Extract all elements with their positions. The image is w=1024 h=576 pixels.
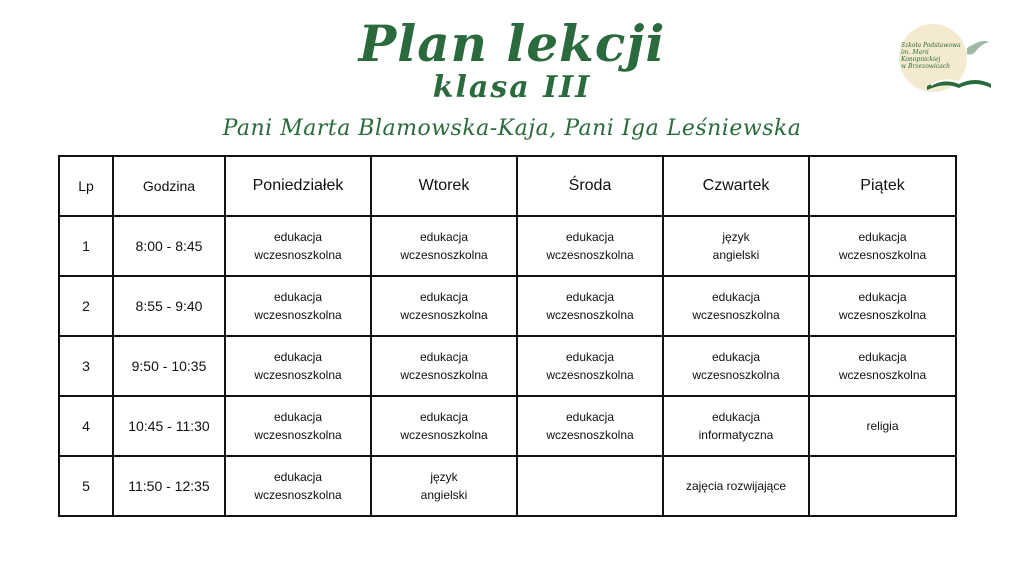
- subject-line: wczesnoszkolna: [254, 368, 342, 382]
- subject-cell: [225, 336, 371, 396]
- logo-line-2: im. Marii Konopnickiej: [901, 49, 941, 63]
- subject-cell: [371, 276, 517, 336]
- subject-line: edukacja: [711, 290, 761, 304]
- subject-line: edukacja: [565, 230, 615, 244]
- lesson-number: 3: [59, 336, 113, 396]
- subject-cell: [225, 396, 371, 456]
- subject-line: wczesnoszkolna: [546, 368, 634, 382]
- subject-line: wczesnoszkolna: [400, 428, 488, 442]
- subject-cell: [517, 336, 663, 396]
- class-subtitle: klasa III: [432, 70, 592, 105]
- subject-line: wczesnoszkolna: [838, 368, 927, 382]
- header-friday: Piątek: [809, 156, 956, 216]
- subject-line: angielski: [420, 488, 468, 502]
- subject-cell: [371, 216, 517, 276]
- subject-line: wczesnoszkolna: [692, 368, 780, 382]
- subject-line: wczesnoszkolna: [254, 308, 342, 322]
- header-row: [59, 156, 956, 216]
- subject-line: edukacja: [273, 350, 323, 364]
- lesson-number: 2: [59, 276, 113, 336]
- subject-cell: [517, 396, 663, 456]
- subject-cell: [225, 216, 371, 276]
- table-row: [59, 336, 956, 396]
- subject-cell: [809, 456, 956, 516]
- logo-text: [901, 42, 969, 70]
- subject-line: wczesnoszkolna: [254, 488, 342, 502]
- subject-cell: [663, 216, 809, 276]
- subject-line: edukacja: [565, 350, 615, 364]
- schedule-table: [58, 155, 957, 517]
- teachers-line: Pani Marta Blamowska-Kaja, Pani Iga Leśniewska: [222, 116, 802, 141]
- subject-line: edukacja: [565, 410, 615, 424]
- subject-line: edukacja: [419, 290, 469, 304]
- subject-line: wczesnoszkolna: [400, 368, 488, 382]
- subject-line: zajęcia rozwijające: [685, 479, 787, 493]
- subject-cell: [517, 456, 663, 516]
- subject-line: wczesnoszkolna: [692, 308, 780, 322]
- subject-line: język: [430, 470, 458, 484]
- subject-line: edukacja: [565, 290, 615, 304]
- subject-cell: [663, 396, 809, 456]
- header-wednesday: Środa: [517, 156, 663, 216]
- subject-line: edukacja: [711, 350, 761, 364]
- subject-line: angielski: [712, 248, 760, 262]
- subject-line: edukacja: [419, 350, 469, 364]
- subject-line: wczesnoszkolna: [400, 308, 488, 322]
- subject-cell: [517, 276, 663, 336]
- subject-line: religia: [866, 419, 899, 433]
- subject-cell: [371, 396, 517, 456]
- subject-cell: [517, 216, 663, 276]
- table-row: [59, 456, 956, 516]
- table-row: [59, 396, 956, 456]
- lesson-number: 1: [59, 216, 113, 276]
- subject-line: edukacja: [273, 290, 323, 304]
- subject-cell: [663, 456, 809, 516]
- subject-cell: [809, 216, 956, 276]
- logo-line-1: Szkoła Podstawowa: [901, 42, 961, 49]
- subject-line: wczesnoszkolna: [838, 308, 927, 322]
- table-row: [59, 216, 956, 276]
- header-time: Godzina: [113, 156, 225, 216]
- table-row: [59, 276, 956, 336]
- header-tuesday: Wtorek: [371, 156, 517, 216]
- subject-line: wczesnoszkolna: [546, 308, 634, 322]
- subject-cell: [371, 456, 517, 516]
- subject-line: edukacja: [419, 230, 469, 244]
- subject-line: edukacja: [858, 290, 907, 304]
- subject-cell: [809, 336, 956, 396]
- header-thursday: Czwartek: [663, 156, 809, 216]
- subject-cell: [663, 336, 809, 396]
- subject-cell: [663, 276, 809, 336]
- subject-line: edukacja: [711, 410, 761, 424]
- school-logo: [897, 22, 993, 94]
- subject-line: informatyczna: [698, 428, 774, 442]
- subject-line: edukacja: [273, 230, 323, 244]
- lesson-time: 8:00 - 8:45: [113, 216, 225, 276]
- subject-line: wczesnoszkolna: [254, 428, 342, 442]
- header-monday: Poniedziałek: [225, 156, 371, 216]
- subject-line: edukacja: [858, 230, 907, 244]
- lesson-time: 9:50 - 10:35: [113, 336, 225, 396]
- page-title: Plan lekcji: [358, 14, 666, 73]
- lesson-time: 11:50 - 12:35: [113, 456, 225, 516]
- subject-line: edukacja: [273, 410, 323, 424]
- lesson-number: 5: [59, 456, 113, 516]
- subject-line: edukacja: [419, 410, 469, 424]
- logo-line-3: w Brzezowicach: [901, 63, 951, 70]
- subject-cell: [809, 276, 956, 336]
- lesson-time: 8:55 - 9:40: [113, 276, 225, 336]
- subject-cell: [225, 276, 371, 336]
- subject-cell: [225, 456, 371, 516]
- lesson-time: 10:45 - 11:30: [113, 396, 225, 456]
- header-lp: Lp: [59, 156, 113, 216]
- subject-line: wczesnoszkolna: [838, 248, 927, 262]
- subject-line: edukacja: [273, 470, 323, 484]
- lesson-number: 4: [59, 396, 113, 456]
- subject-line: język: [722, 230, 750, 244]
- subject-line: wczesnoszkolna: [254, 248, 342, 262]
- subject-line: wczesnoszkolna: [546, 248, 634, 262]
- subject-line: edukacja: [858, 350, 907, 364]
- subject-cell: [809, 396, 956, 456]
- subject-line: wczesnoszkolna: [546, 428, 634, 442]
- subject-cell: [371, 336, 517, 396]
- subject-line: wczesnoszkolna: [400, 248, 488, 262]
